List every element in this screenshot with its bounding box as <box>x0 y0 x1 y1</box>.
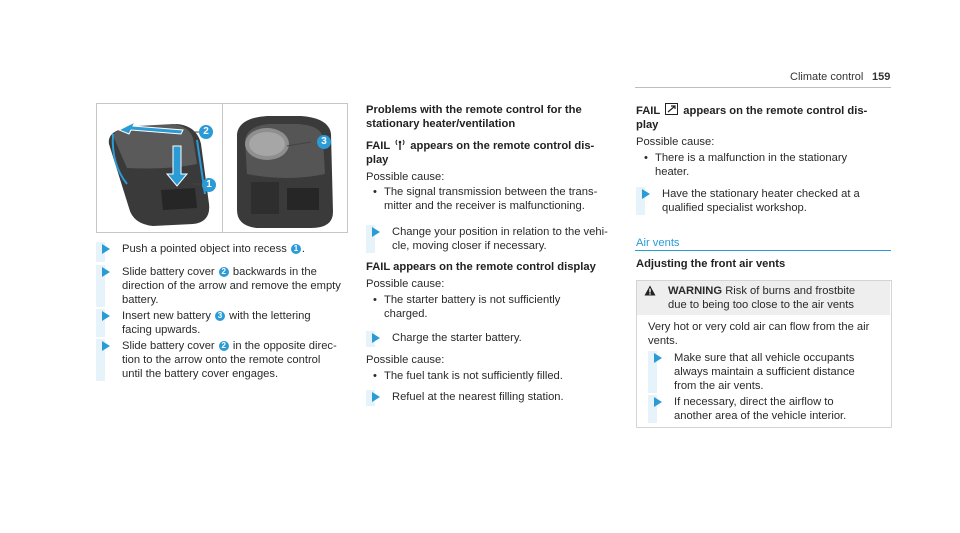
cause-line: charged. <box>384 308 428 320</box>
problems-heading <box>366 103 582 131</box>
step-text-end: in the opposite direc- <box>229 340 337 352</box>
step-arrow-icon <box>102 311 110 321</box>
step-arrow-icon <box>372 333 380 343</box>
remote-control-illustration <box>97 104 347 232</box>
heading-line: stationary heater/ventilation <box>366 118 516 130</box>
cause-line: There is a malfunction in the stationary <box>655 152 848 164</box>
step-line: tion to the arrow onto the remote control <box>122 354 321 366</box>
signal-antenna-icon <box>395 139 405 150</box>
section-rule <box>635 250 891 251</box>
cause-item <box>384 293 560 321</box>
battery-replacement-figure <box>96 103 348 233</box>
step-arrow-icon <box>372 392 380 402</box>
cause-item <box>384 369 563 383</box>
callout-ref: 2 <box>219 341 229 351</box>
running-header <box>790 70 863 84</box>
step-line <box>122 265 341 279</box>
callout-ref: 2 <box>219 267 229 277</box>
step-arrow-icon <box>654 353 662 363</box>
callout-1: 1 <box>202 178 216 192</box>
fail-text: appears on the remote control dis- <box>410 140 595 152</box>
step-arrow-icon <box>102 244 110 254</box>
step-text-end: backwards in the <box>229 266 317 278</box>
step-line: If necessary, direct the airflow to <box>674 396 834 408</box>
warning-text <box>668 284 855 312</box>
cause-line: mitter and the receiver is malfunctioning. <box>384 200 585 212</box>
cause-line: heater. <box>655 166 690 178</box>
fail-label: FAIL <box>636 105 661 117</box>
section-name: Climate control <box>790 71 864 83</box>
section-title-air-vents: Air vents <box>636 237 680 249</box>
cause-item <box>384 185 597 213</box>
cause-line: The starter battery is not sufficiently <box>384 294 561 306</box>
possible-cause-label: Possible cause: <box>366 171 445 183</box>
step-text: Push a pointed object into recess <box>122 243 290 255</box>
possible-cause-label: Possible cause: <box>366 354 445 366</box>
heading-line <box>636 103 867 118</box>
heading-line: play <box>366 154 389 166</box>
possible-cause-label: Possible cause: <box>636 136 715 148</box>
heading-line: play <box>636 119 659 131</box>
callout-3: 3 <box>317 135 331 149</box>
fail-signal-heading <box>366 139 594 167</box>
step-arrow-icon <box>642 189 650 199</box>
fail-label: FAIL <box>366 140 391 152</box>
step-line <box>122 339 337 353</box>
step-line: until the battery cover engages. <box>122 368 279 380</box>
warning-label: WARNING <box>668 285 723 297</box>
step-line: always maintain a sufficient distance <box>674 366 855 378</box>
heater-fault-icon <box>665 103 678 115</box>
subheading-front-vents: Adjusting the front air vents <box>636 258 786 270</box>
callout-ref: 1 <box>291 244 301 254</box>
body-line: Very hot or very cold air can flow from the air <box>648 321 870 333</box>
step-line: Change your position in relation to the vehi- <box>392 226 608 238</box>
cause-line: The fuel tank is not sufficiently filled. <box>384 370 563 382</box>
step-line: Make sure that all vehicle occupants <box>674 352 855 364</box>
step-text-end: with the lettering <box>226 310 311 322</box>
step-arrow-icon <box>102 341 110 351</box>
warning-line: Risk of burns and frostbite <box>725 285 856 297</box>
step-text: Slide battery cover <box>122 266 218 278</box>
step-arrow-icon <box>654 397 662 407</box>
step-line: direction of the arrow and remove the empty <box>122 280 341 292</box>
step-text: Refuel at the nearest filling station. <box>392 391 564 403</box>
step-line <box>122 309 311 323</box>
step-line: cle, moving closer if necessary. <box>392 240 547 252</box>
cause-line: The signal transmission between the trans- <box>384 186 598 198</box>
step-arrow-icon <box>372 227 380 237</box>
heading-line <box>366 139 594 153</box>
step-line: from the air vents. <box>674 380 764 392</box>
step-text-end: . <box>301 243 306 255</box>
warning-line: due to being too close to the air vents <box>668 299 854 311</box>
header-rule <box>635 87 891 88</box>
step-text: Charge the starter battery. <box>392 332 522 344</box>
warning-triangle-icon <box>644 285 656 296</box>
step-text: Insert new battery <box>122 310 215 322</box>
step-line: qualified specialist workshop. <box>662 202 807 214</box>
step-line: facing upwards. <box>122 324 201 336</box>
heading-line: Problems with the remote control for the <box>366 104 582 116</box>
possible-cause-label: Possible cause: <box>366 278 445 290</box>
page-number: 159 <box>872 71 891 83</box>
warning-body <box>648 320 869 348</box>
cause-item <box>655 151 847 179</box>
callout-ref: 3 <box>215 311 225 321</box>
step-text: Slide battery cover <box>122 340 218 352</box>
body-line: vents. <box>648 335 678 347</box>
fail-heater-heading <box>636 103 867 132</box>
fail-display-heading: FAIL appears on the remote control display <box>366 261 596 273</box>
step-line: Have the stationary heater checked at a <box>662 188 860 200</box>
step-arrow-icon <box>102 267 110 277</box>
callout-2: 2 <box>199 125 213 139</box>
step-line: another area of the vehicle interior. <box>674 410 847 422</box>
step-line: battery. <box>122 294 159 306</box>
fail-text: appears on the remote control dis- <box>683 105 868 117</box>
